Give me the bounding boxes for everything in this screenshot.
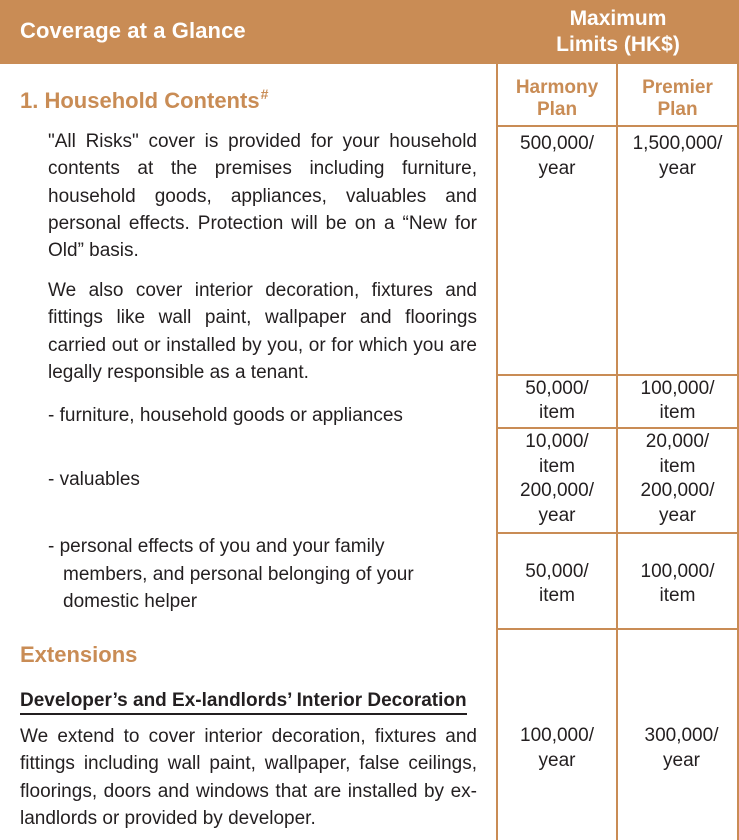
limit-amount: 200,000/ (520, 480, 594, 501)
limit-amount: 200,000/ (640, 480, 715, 501)
limit-unit: year (659, 504, 696, 526)
limit-amount: 300,000/ (644, 725, 719, 746)
limit-unit: item (659, 585, 696, 606)
premier-plan-heading (618, 77, 737, 121)
harmony-plan-heading (498, 77, 616, 121)
developer-decoration-description: We extend to cover interior decoration, fixtures and fittings including wall paint, wallpaper, false ceilings, floorings, doors and windows that are installed by ex-landlords or provided by developer. (20, 726, 477, 829)
limits-heading-line1: Maximum (569, 7, 667, 30)
limit-amount: 100,000/ (640, 561, 715, 582)
valuables-item: - valuables (48, 469, 140, 490)
limit-amount: 100,000/ (520, 725, 594, 746)
premier-furniture-limit (618, 377, 737, 425)
contents-description: "All Risks" cover is provided for your household contents at the premises including furniture, household goods, appliances, valuables and personal effects. Protection will be on a “New for Old” basis. (48, 131, 477, 262)
interior-decoration-description: We also cover interior decoration, fixtures and fittings like wall paint, wallpaper and floorings carried out or installed by you, or for which you are legally responsible as a tenant. (48, 280, 477, 383)
limit-amount: 50,000/ (525, 378, 589, 399)
limit-unit: year (538, 750, 576, 771)
personal-effects-line2: members, and personal belonging of your (63, 563, 414, 585)
row-divider (496, 427, 739, 429)
row-divider (496, 125, 739, 127)
limits-heading-line2: Limits (HK$) (556, 33, 680, 56)
personal-effects-line3: domestic helper (63, 591, 198, 612)
premier-developer-decoration-limit (618, 723, 737, 773)
premier-plan-line2: Plan (657, 99, 698, 120)
limit-unit: item (659, 455, 696, 477)
developer-decoration-subheading: Developer’s and Ex-landlords’ Interior Decoration (20, 690, 467, 715)
premier-valuables-limit (618, 430, 737, 528)
premier-personal-effects-limit (618, 560, 737, 608)
household-contents-title: 1. Household Contents (20, 88, 260, 113)
harmony-plan-line2: Plan (536, 99, 578, 120)
harmony-plan-line1: Harmony (515, 77, 599, 98)
extensions-heading: Extensions (20, 642, 138, 667)
limit-amount: 50,000/ (525, 561, 589, 582)
harmony-furniture-limit (498, 377, 616, 425)
premier-contents-limit (618, 131, 737, 181)
limit-unit: year (659, 158, 696, 179)
limit-unit: year (538, 504, 576, 526)
premier-plan-line1: Premier (642, 77, 713, 98)
footnote-mark: # (260, 86, 269, 102)
limit-unit: item (659, 402, 696, 423)
furniture-item: - furniture, household goods or appliances (48, 405, 403, 426)
harmony-contents-limit (498, 131, 616, 181)
row-divider (496, 628, 739, 630)
limit-amount: 20,000/ (645, 431, 710, 452)
harmony-personal-effects-limit (498, 560, 616, 608)
limit-amount: 100,000/ (640, 378, 715, 399)
row-divider (496, 532, 739, 534)
limit-amount: 10,000/ (525, 431, 589, 452)
limit-amount: 1,500,000/ (632, 133, 723, 154)
harmony-developer-decoration-limit (498, 723, 616, 773)
personal-effects-line1: - personal effects of you and your family (48, 536, 385, 557)
harmony-valuables-limit (498, 430, 616, 528)
limit-unit: year (538, 158, 576, 179)
limit-unit: item (539, 402, 575, 423)
page-title: Coverage at a Glance (20, 18, 246, 43)
limit-unit: year (663, 750, 700, 771)
limit-unit: item (539, 585, 575, 606)
row-divider (496, 374, 739, 376)
limit-amount: 500,000/ (520, 133, 594, 154)
household-contents-heading (20, 86, 268, 114)
personal-effects-item (48, 533, 414, 616)
maximum-limits-heading (497, 6, 739, 58)
limit-unit: item (539, 455, 575, 477)
